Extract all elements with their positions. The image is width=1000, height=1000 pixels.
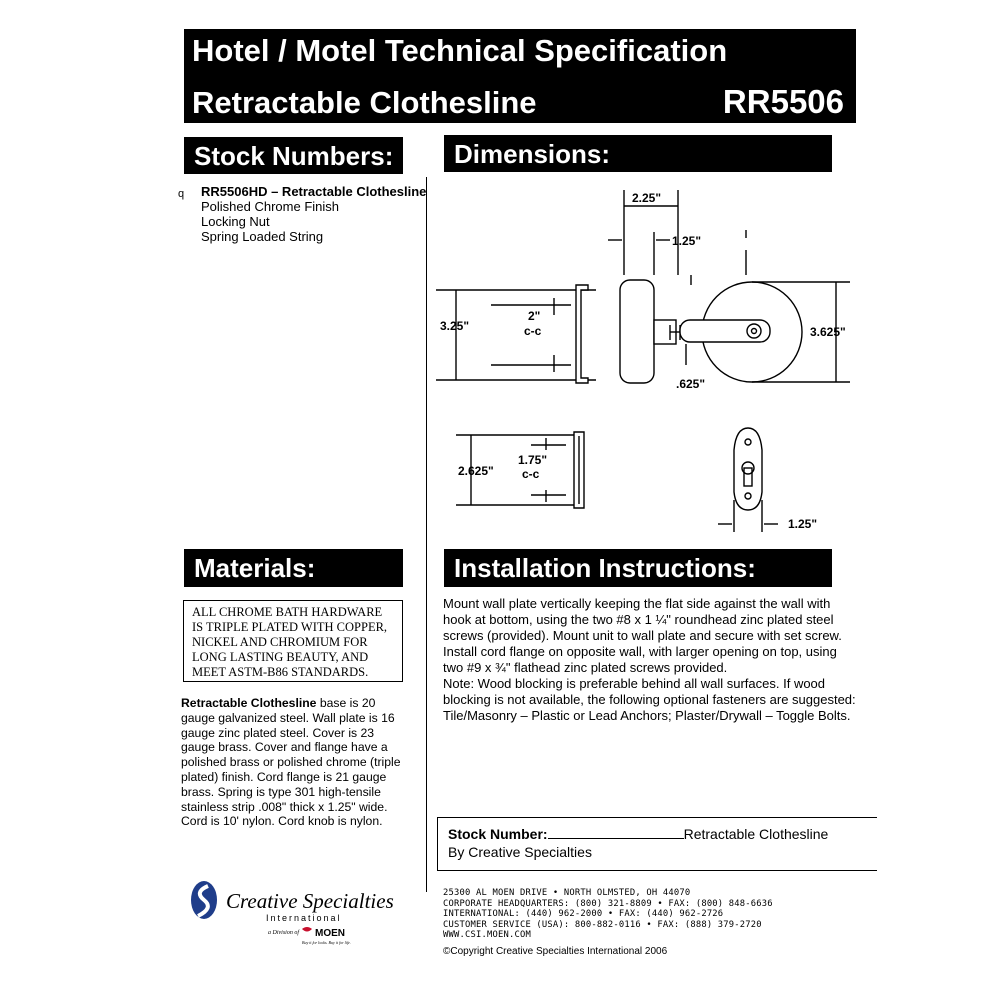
logo-tagline: Buy it for looks. Buy it for life. (302, 940, 351, 945)
logo-division: a Division of (268, 930, 299, 936)
company-logo (186, 878, 396, 950)
address-street: 25300 AL MOEN DRIVE • NORTH OLMSTED, OH 44070 (443, 888, 691, 898)
feature-nut: Locking Nut (201, 214, 270, 229)
moen-icon (302, 927, 312, 932)
copyright: ©Copyright Creative Specialties International 2006 (443, 946, 668, 957)
dim-offset: 1.25" (672, 234, 702, 248)
product-name: Retractable Clothesline (192, 85, 537, 120)
address-customer-service: CUSTOMER SERVICE (USA): 800-882-0116 • FAX: (888) 379-2720 (443, 919, 762, 930)
bullet-marker: q (178, 188, 185, 200)
stock-number-blank (548, 826, 684, 839)
stock-number-by: By Creative Specialties (448, 844, 592, 860)
address-hq: CORPORATE HEADQUARTERS: (800) 321-8809 • FAX: (800) 848-6636 (443, 898, 773, 909)
stock-list (178, 184, 427, 244)
dim-left-height: 3.25" (440, 319, 470, 333)
address-intl: INTERNATIONAL: (440) 962-2000 • FAX: (440) 962-2726 (443, 909, 724, 920)
logo-parent: MOEN (315, 928, 345, 939)
logo-brand: Creative Specialties (226, 889, 394, 913)
dim-bracket-cc-bottom: c-c (522, 467, 540, 481)
section-stock-numbers: Stock Numbers: (184, 137, 403, 174)
dim-cc-bottom: c-c (524, 324, 542, 338)
installation-text (443, 596, 858, 724)
document-header (184, 29, 856, 123)
dim-flange-width: 1.25" (788, 517, 818, 531)
document-title: Hotel / Motel Technical Specification (192, 33, 728, 68)
feature-string: Spring Loaded String (201, 229, 324, 244)
section-materials: Materials: (184, 549, 403, 587)
chrome-notice: ALL CHROME BATH HARDWARE IS TRIPLE PLATED WITH COPPER, NICKEL AND CHROMIUM FOR LONG LASTING BEAUTY, AND MEET ASTM-B86 STANDARDS. (183, 600, 403, 682)
materials-product-name: Retractable Clothesline (181, 696, 317, 710)
dim-bracket-height: 2.625" (458, 464, 494, 478)
dimension-diagram (436, 180, 860, 540)
stock-number-label: Stock Number: (448, 826, 548, 842)
dim-shaft: .625" (676, 377, 706, 391)
dim-cc-top: 2" (528, 309, 541, 323)
logo-swirl-icon (191, 881, 217, 919)
section-installation: Installation Instructions: (444, 549, 832, 587)
section-dimensions: Dimensions: (444, 135, 832, 172)
company-address (443, 888, 773, 941)
dim-diameter: 3.625" (810, 325, 846, 339)
installation-steps: Mount wall plate vertically keeping the flat side against the wall with hook at bottom, using the two #8 x 1 ¼" roundhead zinc plated steel screws (provided). Mount unit to wall plate and secure with set screw. Install cord flange on opposite wall, with larger opening on top, using two #9 x ¾" flathead zinc plated screws provided. (443, 596, 842, 675)
feature-finish: Polished Chrome Finish (201, 199, 340, 214)
dim-top-width: 2.25" (632, 191, 662, 205)
dim-bracket-cc-top: 1.75" (518, 453, 548, 467)
installation-note: Note: Wood blocking is preferable behind all wall surfaces. If wood blocking is not available, the following optional fasteners are suggested: Tile/Masonry – Plastic or Lead Anchors; Plaster/Drywall – Toggle Bolts. (443, 676, 856, 723)
stock-number-box (437, 817, 877, 871)
logo-sub: International (266, 913, 342, 923)
materials-description (181, 696, 411, 829)
stock-number-value: Retractable Clothesline (683, 826, 829, 842)
model-number: RR5506 (722, 83, 844, 120)
materials-details: base is 20 gauge galvanized steel. Wall plate is 16 gauge zinc plated steel. Cover is 23 gauge brass. Cover and flange have a polished brass or polished chrome (triple plated) finish. Cord flange is 21 gauge brass. Spring is type 301 high-tensile stainless strip .008" thick x 1.25" wide. Cord is 10' nylon. Cord knob is nylon. (181, 696, 401, 829)
column-divider (426, 177, 427, 892)
stock-title: RR5506HD – Retractable Clothesline (201, 184, 427, 199)
address-website: WWW.CSI.MOEN.COM (443, 930, 531, 941)
